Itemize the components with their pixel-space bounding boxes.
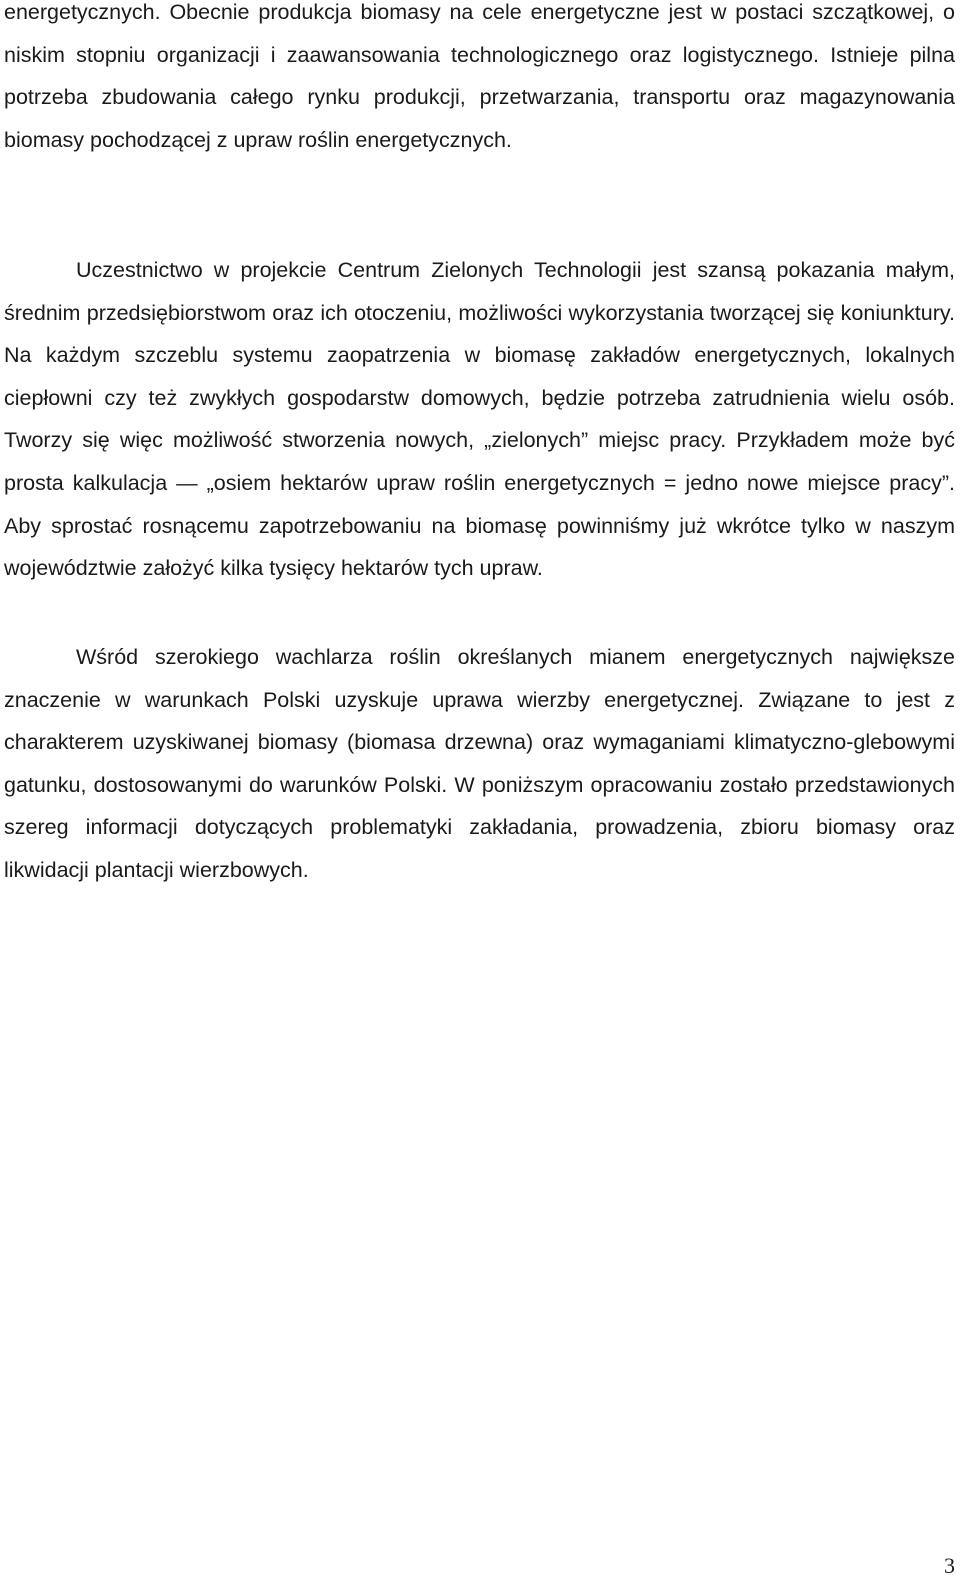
paragraph-energy-willow: Wśród szerokiego wachlarza roślin określanych mianem energetycznych największe znaczenie w warunkach Polski uzyskuje uprawa wierzby energetycznej. Związane to jest z charakterem uzyskiwanej biomasy (biomasa drzewna) oraz wymaganiami klimatyczno-glebowymi gatunku, dostosowanymi do warunków Polski. W poniższym opracowaniu zostało przedstawionych szereg informacji dotyczących problematyki zakładania, prowadzenia, zbioru biomasy oraz likwidacji plantacji wierzbowych.: [4, 645, 955, 882]
page-number: 3: [944, 1553, 955, 1578]
paragraph-green-technology-center: Uczestnictwo w projekcie Centrum Zielonych Technologii jest szansą pokazania małym, średnim przedsiębiorstwom oraz ich otoczeniu, możliwości wykorzystania tworzącej się koniunktury. Na każdym szczeblu systemu zaopatrzenia w biomasę zakładów energetycznych, lokalnych ciepłowni czy też zwykłych gospodarstw domowych, będzie potrzeba zatrudnienia wielu osób. Tworzy się więc możliwość stworzenia nowych, „zielonych” miejsc pracy. Przykładem może być prosta kalkulacja — „osiem hektarów upraw roślin energetycznych = jedno nowe miejsce pracy”. Aby sprostać rosnącemu zapotrzebowaniu na biomasę powinniśmy już wkrótce tylko w naszym województwie założyć kilka tysięcy hektarów tych upraw.: [4, 258, 955, 581]
paragraph-intro-continuation: energetycznych. Obecnie produkcja biomasy na cele energetyczne jest w postaci szczątkowej, o niskim stopniu organizacji i zaawansowania technologicznego oraz logistycznego. Istnieje pilna potrzeba zbudowania całego rynku produkcji, przetwarzania, transportu oraz magazynowania biomasy pochodzącej z upraw roślin energetycznych.: [4, 0, 955, 152]
